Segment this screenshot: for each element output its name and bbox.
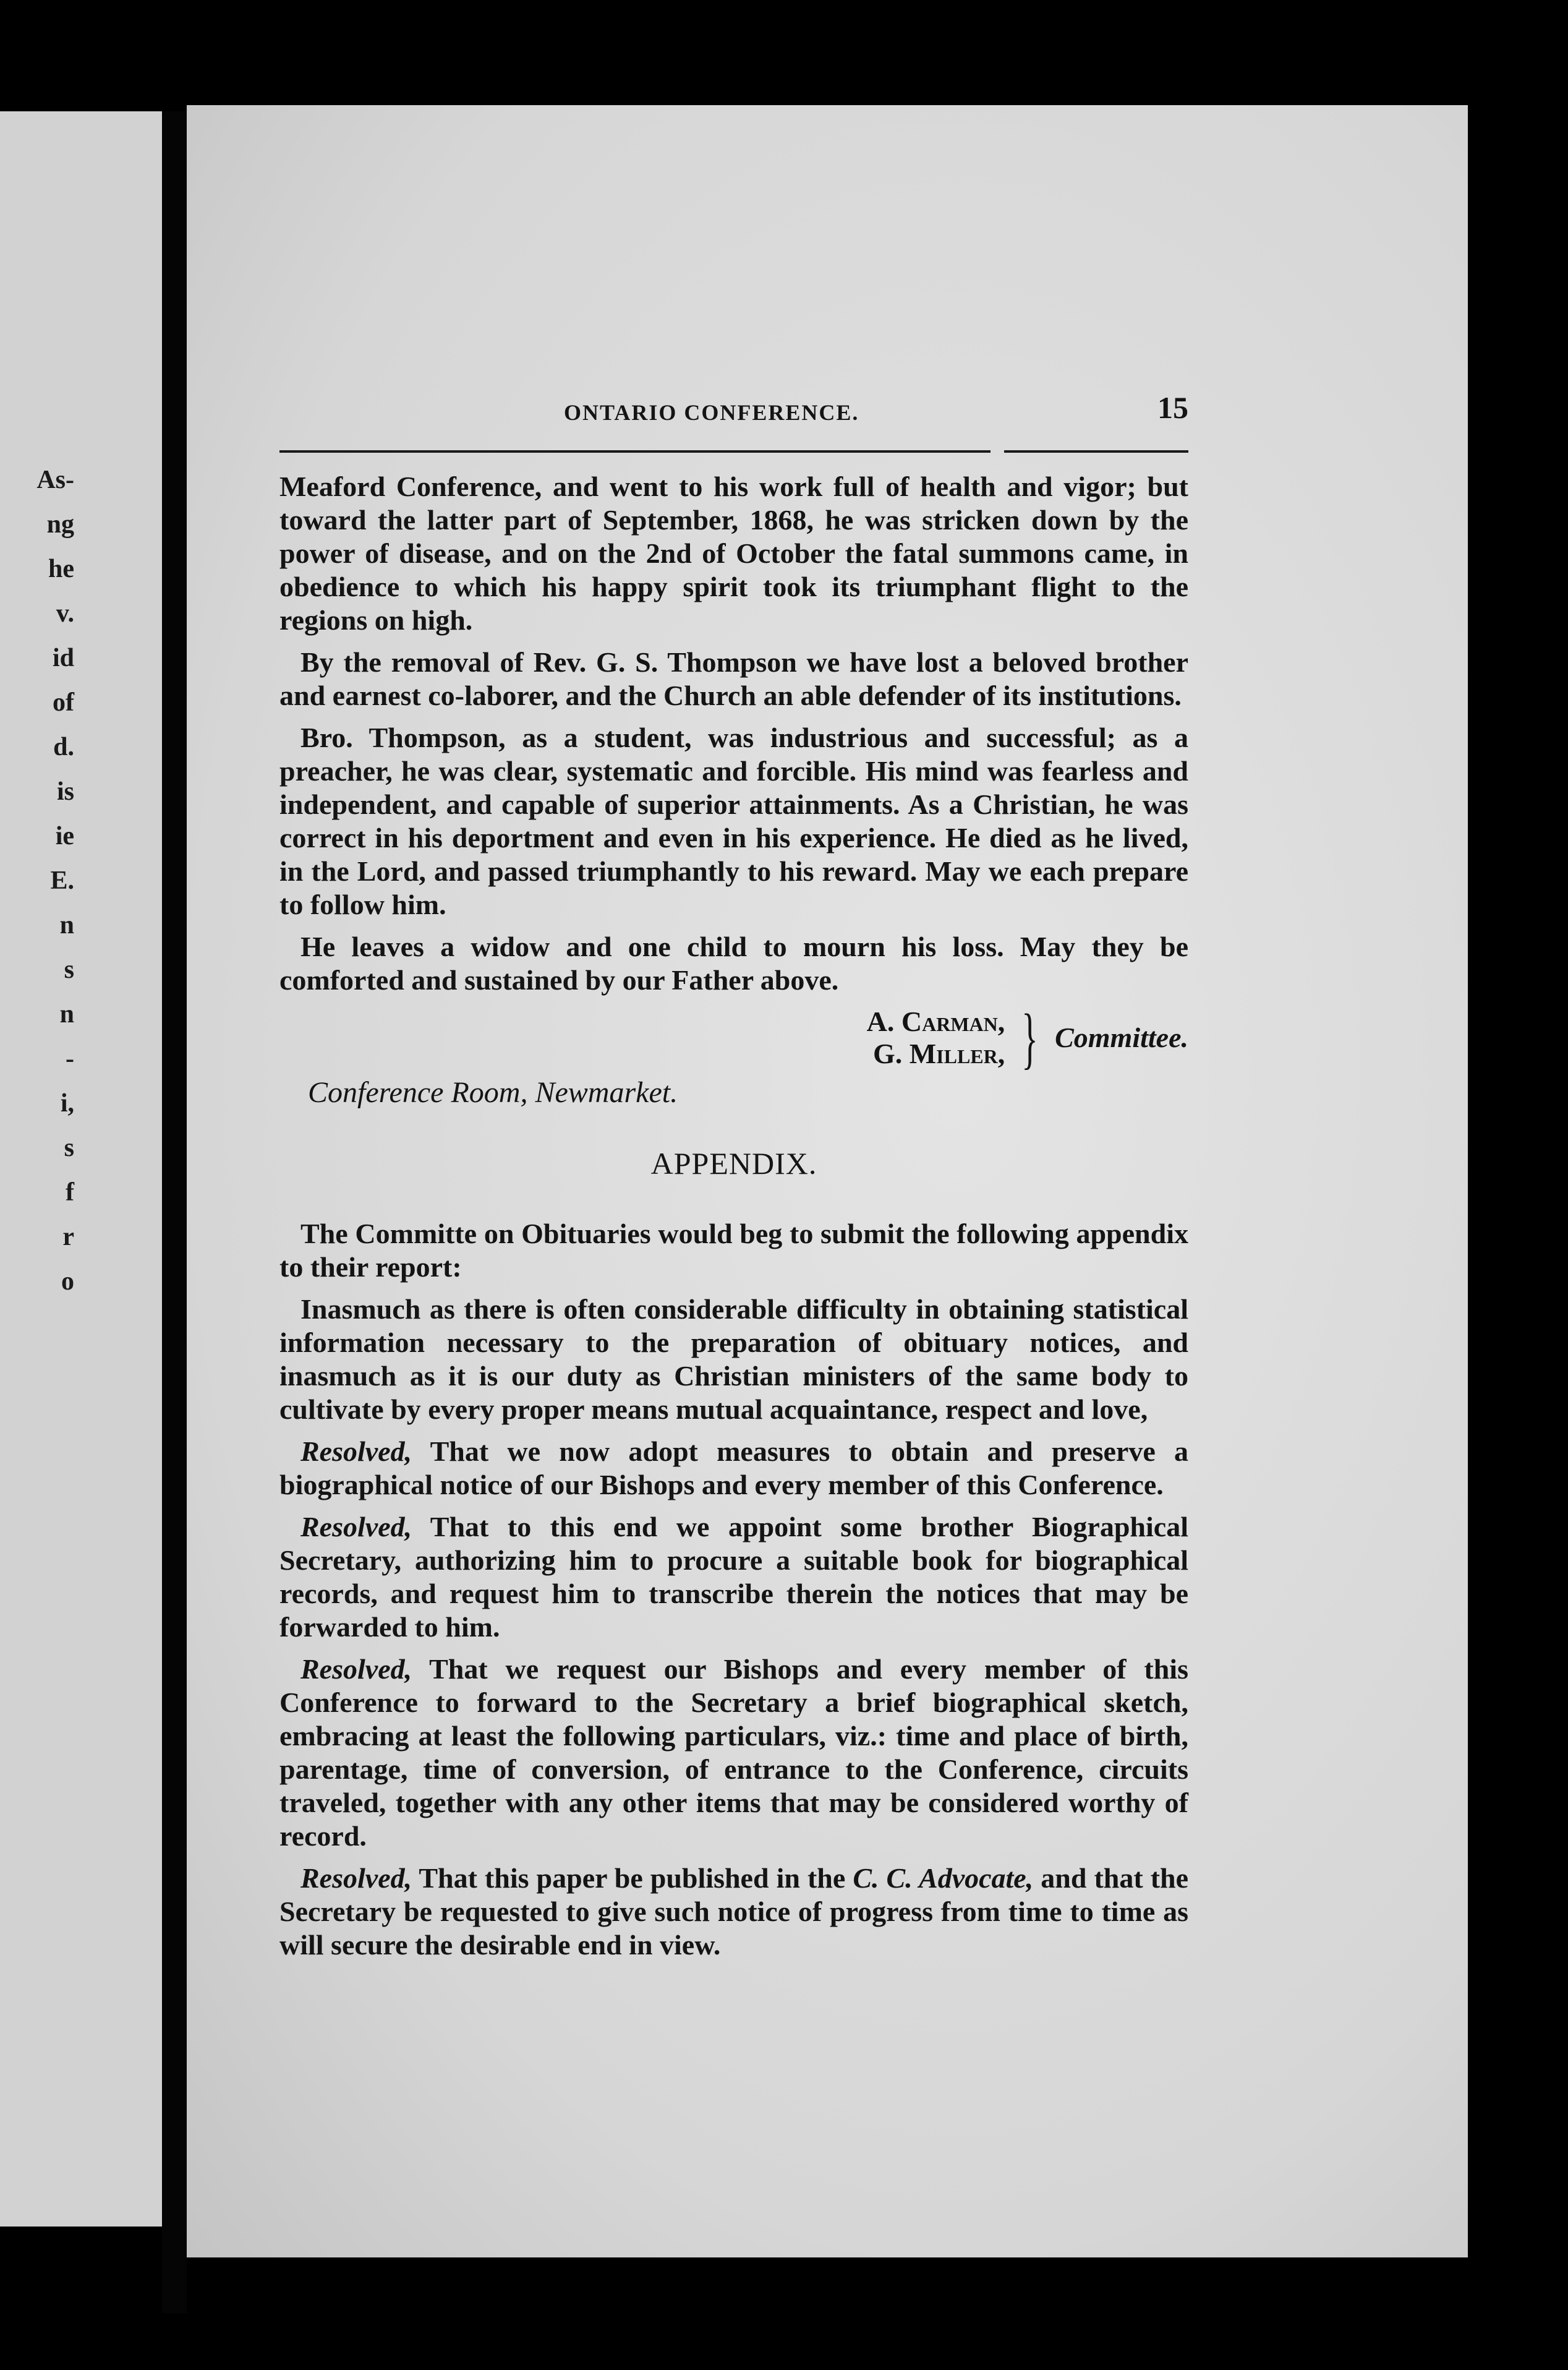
fragment-line: he bbox=[48, 555, 74, 583]
resolved-label: Resolved, bbox=[300, 1511, 412, 1542]
obituary-paragraph: By the removal of Rev. G. S. Thompson we have lost a beloved brother and earnest co-laborer, and the Church an able defender of its institutions. bbox=[279, 646, 1188, 711]
rule-segment bbox=[279, 450, 991, 453]
fragment-line: As- bbox=[36, 466, 74, 494]
fragment-line: r bbox=[62, 1223, 74, 1251]
fragment-line: n bbox=[59, 911, 74, 939]
right-brace-icon: } bbox=[1021, 1000, 1038, 1076]
journal-title: C. C. Advocate, bbox=[853, 1862, 1034, 1894]
header-rule bbox=[279, 450, 1188, 453]
fragment-line: is bbox=[56, 777, 74, 806]
resolution-text: That we request our Bishops and every member of this Conference to forward to the Secretary a brief biographical sketch, embracing at least the following particulars, viz.: time and place of birth, parentage, time of conversion, of entrance to the Conference, circuits traveled, together with any other items that may be considered worthy of record. bbox=[279, 1653, 1188, 1852]
facing-page-fragments bbox=[0, 458, 100, 1304]
resolved-label: Resolved, bbox=[300, 1862, 412, 1894]
resolution bbox=[279, 1510, 1188, 1644]
appendix-preamble: Inasmuch as there is often considerable difficulty in obtaining statistical information necessary to the preparation of obituary notices, and inasmuch as it is our duty as Christian ministers of the same body to cultivate by every proper means mutual acquaintance, respect and love, bbox=[279, 1293, 1188, 1425]
fragment-line: d. bbox=[53, 733, 74, 761]
fragment-line: s bbox=[64, 956, 74, 984]
rule-segment bbox=[1004, 450, 1188, 453]
fragment-line: v. bbox=[56, 599, 74, 628]
signatory-name: G. Miller, bbox=[872, 1038, 1005, 1069]
fragment-line: o bbox=[61, 1267, 74, 1296]
obituary-paragraph: Meaford Conference, and went to his work full of health and vigor; but toward the latter part of September, 1868, he was stricken down by the power of disease, and on the 2nd of October the fatal summons came, in obedience to which his happy spirit took its triumphant flight to the regions on high. bbox=[279, 471, 1188, 636]
signature-block bbox=[279, 1000, 1188, 1076]
fragment-line: f bbox=[66, 1178, 74, 1207]
fragment-line: of bbox=[53, 688, 74, 717]
fragment-line: E. bbox=[50, 866, 74, 895]
obituary-paragraph: He leaves a widow and one child to mourn his loss. May they be comforted and sustained by our Father above. bbox=[279, 931, 1188, 996]
running-title: ONTARIO CONFERENCE. bbox=[564, 400, 859, 425]
resolution-text: That we now adopt measures to obtain and preserve a biographical notice of our Bishops and every member of this Conference. bbox=[279, 1435, 1189, 1500]
resolution bbox=[279, 1653, 1188, 1853]
appendix-heading: APPENDIX. bbox=[650, 1146, 817, 1181]
place-line: Conference Room, Newmarket. bbox=[308, 1076, 678, 1109]
fragment-line: s bbox=[64, 1134, 74, 1162]
fragment-line: - bbox=[66, 1045, 74, 1073]
page bbox=[187, 105, 1468, 2257]
resolution-text: That to this end we appoint some brother Biographical Secretary, authorizing him to procure a suitable book for biographical records, and request him to transcribe therein the notices that may be forwarded to him. bbox=[279, 1511, 1188, 1643]
fragment-line: i, bbox=[60, 1089, 74, 1118]
signatories bbox=[867, 1006, 1005, 1070]
signatory-name: A. Carman, bbox=[866, 1006, 1005, 1037]
book-gutter bbox=[162, 111, 187, 2313]
appendix-intro: The Committe on Obituaries would beg to submit the following appendix to their report: bbox=[279, 1218, 1188, 1283]
fragment-line: id bbox=[52, 644, 74, 672]
page-content bbox=[279, 291, 1188, 1970]
resolution bbox=[279, 1435, 1188, 1502]
obituary-paragraph: Bro. Thompson, as a student, was industrious and successful; as a preacher, he was clear, systematic and forcible. His mind was fearless and independent, and capable of superior attainments. As a Christian, he was correct in his deportment and even in his experience. He died as he lived, in the Lord, and passed triumphantly to his reward. May we each prepare to follow him. bbox=[279, 722, 1188, 920]
running-head bbox=[279, 390, 1188, 439]
fragment-line: ng bbox=[46, 510, 74, 539]
committee-label: Committee. bbox=[1055, 1022, 1188, 1053]
resolved-label: Resolved, bbox=[300, 1435, 412, 1467]
facing-page-edge bbox=[0, 111, 162, 2227]
fragment-line: ie bbox=[55, 822, 74, 850]
resolution bbox=[279, 1862, 1188, 1962]
resolved-label: Resolved, bbox=[300, 1653, 412, 1685]
page-number: 15 bbox=[1157, 390, 1188, 425]
resolution-text: That this paper be published in the bbox=[419, 1862, 846, 1894]
fragment-line: n bbox=[59, 1000, 74, 1029]
resolution-text: and that the Secretary be requested to give such notice of progress from time to time as will secure the desirable end in view. bbox=[279, 1862, 1189, 1961]
